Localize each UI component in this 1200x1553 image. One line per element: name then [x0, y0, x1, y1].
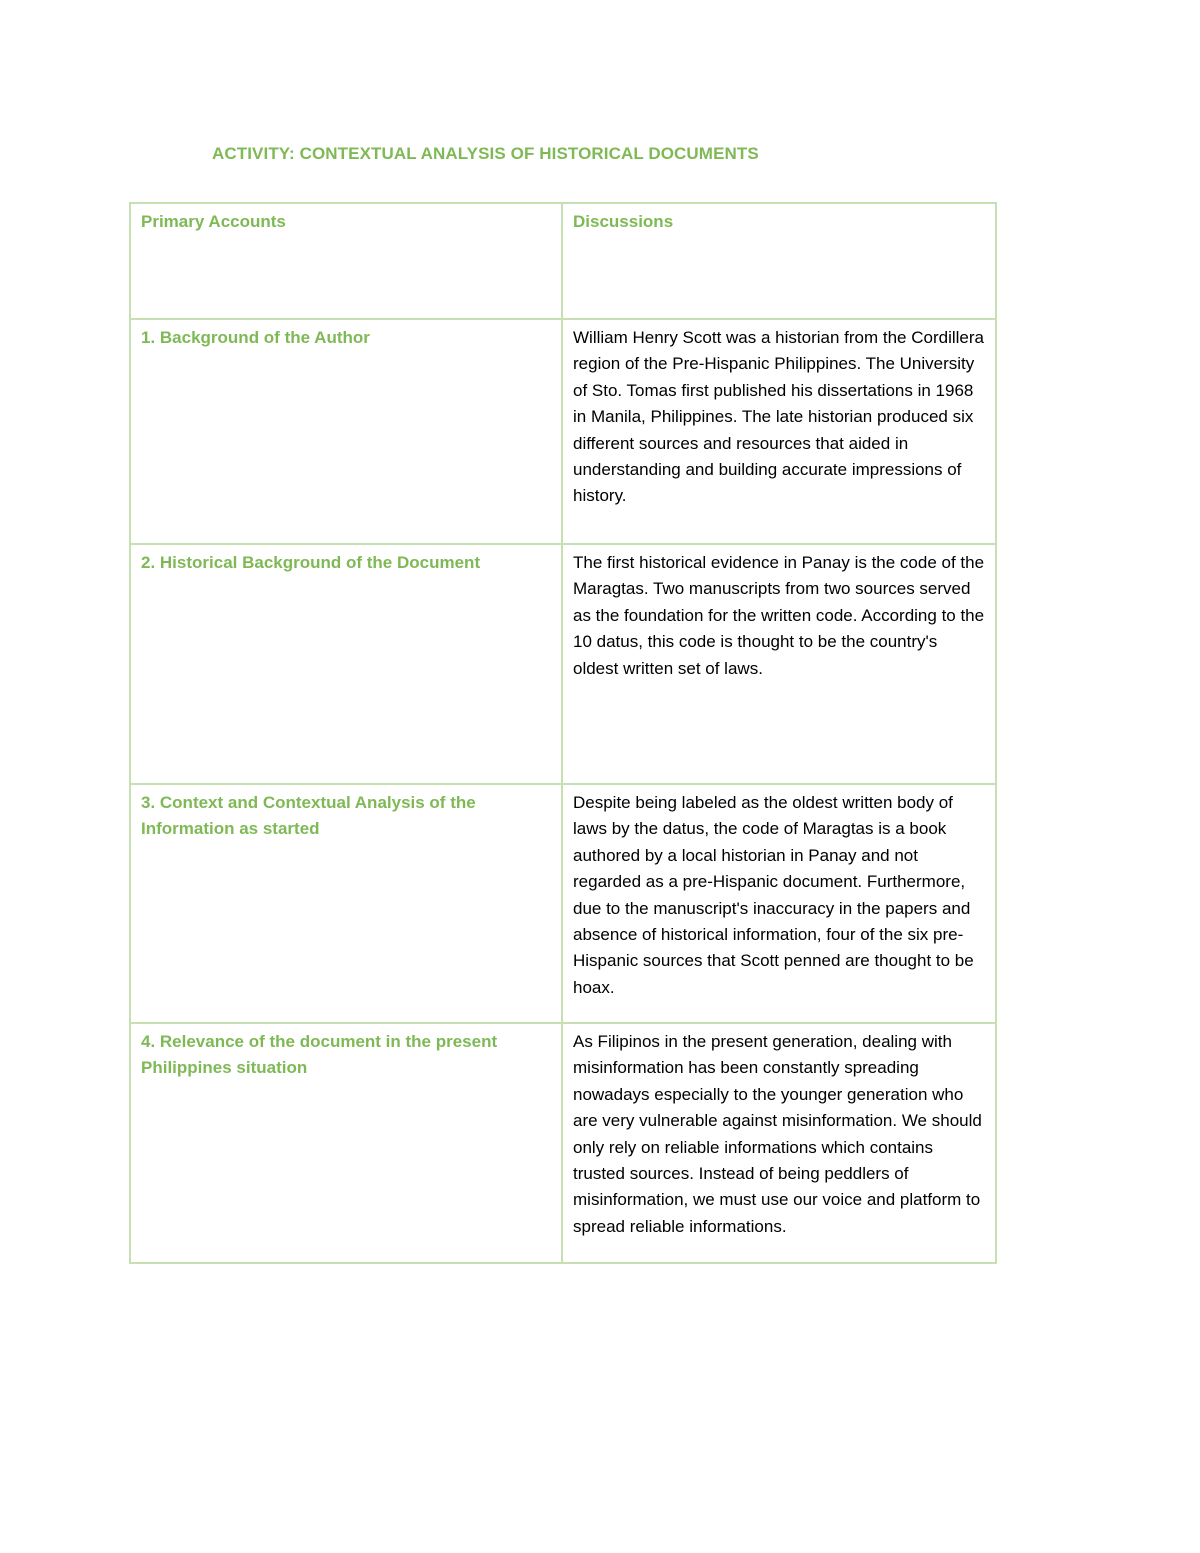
account-cell: 2. Historical Background of the Document — [130, 544, 562, 784]
table-row — [130, 544, 996, 784]
discussion-cell: Despite being labeled as the oldest written body of laws by the datus, the code of Maragtas is a book authored by a local historian in Panay and not regarded as a pre-Hispanic document. Furthermore, due to the manuscript's inaccuracy in the papers and absence of historical information, four of the six pre-Hispanic sources that Scott penned are thought to be hoax. — [562, 784, 996, 1023]
page-title: ACTIVITY: CONTEXTUAL ANALYSIS OF HISTORICAL DOCUMENTS — [212, 144, 759, 163]
table-row — [130, 319, 996, 544]
account-cell: 3. Context and Contextual Analysis of the Information as started — [130, 784, 562, 1023]
header-primary-accounts: Primary Accounts — [130, 203, 562, 319]
account-cell: 4. Relevance of the document in the present Philippines situation — [130, 1023, 562, 1263]
table-header-row — [130, 203, 996, 319]
header-discussions: Discussions — [562, 203, 996, 319]
table-row — [130, 1023, 996, 1263]
account-cell: 1. Background of the Author — [130, 319, 562, 544]
table-row — [130, 784, 996, 1023]
discussion-cell: William Henry Scott was a historian from the Cordillera region of the Pre-Hispanic Philippines. The University of Sto. Tomas first published his dissertations in 1968 in Manila, Philippines. The late historian produced six different sources and resources that aided in understanding and building accurate impressions of history. — [562, 319, 996, 544]
discussion-cell: As Filipinos in the present generation, dealing with misinformation has been constantly spreading nowadays especially to the younger generation who are very vulnerable against misinformation. We should only rely on reliable informations which contains trusted sources. Instead of being peddlers of misinformation, we must use our voice and platform to spread reliable informations. — [562, 1023, 996, 1263]
discussion-cell: The first historical evidence in Panay is the code of the Maragtas. Two manuscripts from two sources served as the foundation for the written code. According to the 10 datus, this code is thought to be the country's oldest written set of laws. — [562, 544, 996, 784]
activity-table — [129, 202, 997, 1264]
